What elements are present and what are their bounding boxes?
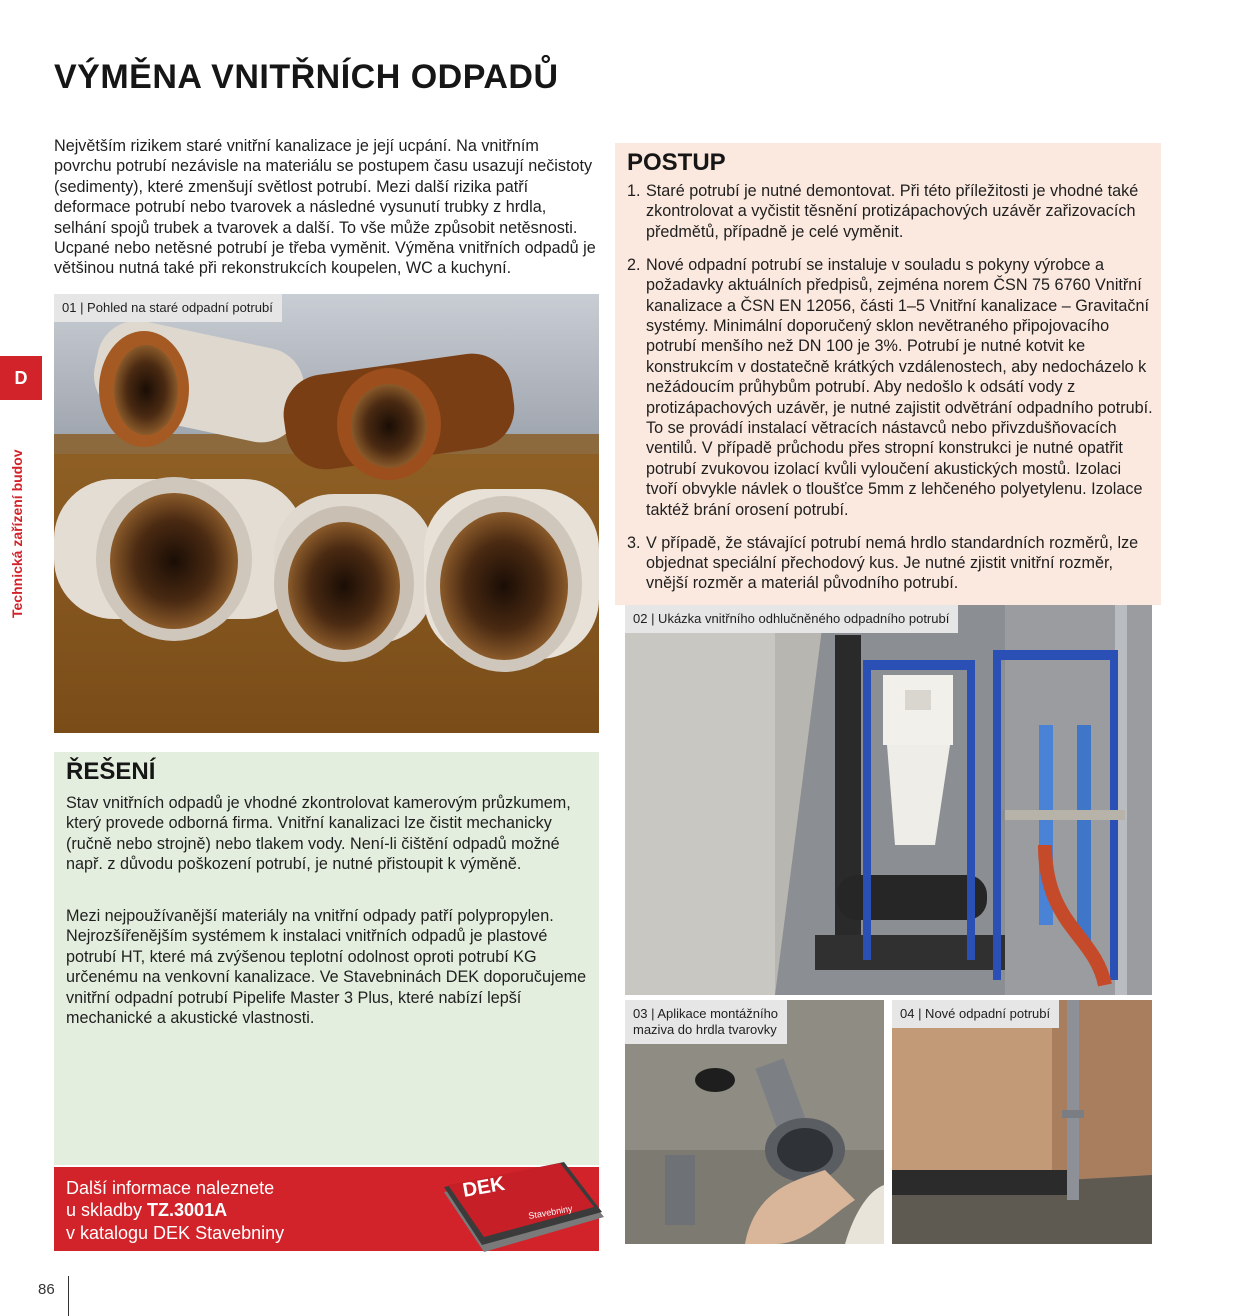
promo-line-3: v katalogu DEK Stavebniny	[66, 1223, 285, 1243]
photo-lubricant-application	[625, 1000, 884, 1244]
reseni-heading: ŘEŠENÍ	[66, 758, 156, 785]
page-number-divider	[68, 1276, 69, 1316]
photo-caption-01: 01 | Pohled na staré odpadní potrubí	[54, 294, 282, 322]
photo-old-pipes	[54, 294, 599, 733]
book-title: Stavebniny	[527, 1203, 574, 1221]
chapter-title-vertical: Technická zařízení budov	[9, 449, 25, 618]
step-text: Nové odpadní potrubí se instaluje v souladu s pokyny výrobce a požadavky aktuálních předpisů, zejména norem ČSN 75 6760 Vnitřní kanalizace a ČSN EN 12056, části 1–5 Vnitřní kanalizace – Gravitační systémy. Minimální doporučený sklon nevětraného připojovacího potrubí menšího než DN 100 je 3%. Potrubí je nutné kotvit ke konstrukcím v dostatečně krátkých vzdálenostech, aby nedocházelo k nežádoucím průhybům potrubí. Aby nedošlo k odsátí vody z protizápachových uzávěr, je nutné zajistit odvětrání odpadního potrubí. To se provádí instalací větracích nástavců nebo přivzdušňovacích ventilů. V případě průchodu přes stropní konstrukci je nutné opatřit potrubí zvukovou izolací kvůli vyloučení akustických mostů. Izolaci tvoří obvykle návlek o tloušťce 5mm z lehčeného polyetylenu. Izolace taktéž brání orosení potrubí.	[646, 255, 1153, 519]
photo-new-pipe	[892, 1000, 1152, 1244]
reseni-paragraph-1: Stav vnitřních odpadů je vhodné zkontrolovat kamerovým průzkumem, který provede odborná firma. Vnitřní kanalizaci lze čistit mechanicky (ručně nebo strojně) nebo tlakem vody. Není-li čištění odpadů možné např. z důvodu poškození potrubí, je nutné přistoupit k výměně.	[66, 794, 571, 874]
photo-caption-03	[625, 1000, 787, 1044]
step-number: 2.	[627, 255, 641, 274]
promo-line-2	[66, 1199, 227, 1221]
promo-line-2-prefix: u skladby	[66, 1200, 148, 1220]
caption-03-line-2: maziva do hrdla tvarovky	[633, 1022, 777, 1037]
reseni-paragraph-2: Mezi nejpoužívanější materiály na vnitřní odpady patří polypropylen. Nejrozšířenějším systémem k instalaci vnitřních odpadů je plastové potrubí HT, které má zvýšenou teplotní odolnost oproti potrubí KG určenému na venkovní kanalizace. Ve Stavebninách DEK doporučujeme vnitřní odpadní potrubí Pipelife Master 3 Plus, které nabízí lepší mechanické a akustické vlastnosti.	[66, 907, 587, 1028]
postup-step-1	[627, 181, 1155, 242]
old-pipes-illustration	[54, 294, 599, 733]
step-text: V případě, že stávající potrubí nemá hrdlo standardních rozměrů, lze objednat speciální přechodový kus. Je nutné zjistit vnitřní rozměr, vnější rozměr a materiál původního potrubí.	[646, 533, 1139, 593]
reseni-box	[54, 752, 599, 1165]
photo-installation-frame	[625, 605, 1152, 995]
step-number: 1.	[627, 182, 641, 200]
postup-list	[627, 181, 1155, 606]
postup-step-2	[627, 255, 1155, 520]
intro-paragraph: Největším rizikem staré vnitřní kanalizace je její ucpání. Na vnitřním povrchu potrubí nezávisle na materiálu se postupem času usazují nečistoty (sedimenty), které zmenšují světlost potrubí. Mezi další rizika patří deformace potrubí nebo tvarovek a následné vysunutí trubky z hrdla, selhání spojů trubek a tvarovek a další. To vše může způsobit netěsnosti. Ucpané nebo netěsné potrubí je třeba vyměnit. Výměna vnitřních odpadů je většinou nutná také při rekonstrukcích koupelen, WC a kuchyní.	[54, 137, 596, 278]
postup-heading: POSTUP	[627, 149, 726, 176]
new-pipe-illustration	[892, 1000, 1152, 1244]
book-brand: DEK	[461, 1172, 507, 1202]
chapter-tab: D	[0, 356, 42, 400]
promo-line-1: Další informace naleznete	[66, 1178, 275, 1198]
page-number: 86	[38, 1281, 55, 1298]
photo-caption-02: 02 | Ukázka vnitřního odhlučněného odpadního potrubí	[625, 605, 958, 633]
photo-caption-04: 04 | Nové odpadní potrubí	[892, 1000, 1059, 1028]
promo-code: TZ.3001A	[147, 1200, 228, 1220]
postup-box	[615, 143, 1161, 605]
installation-frame-illustration	[625, 605, 1152, 995]
page-title: VÝMĚNA VNITŘNÍCH ODPADŮ	[54, 58, 559, 96]
catalog-promo-banner[interactable]	[54, 1167, 599, 1251]
step-text: Staré potrubí je nutné demontovat. Při této příležitosti je vhodné také zkontrolovat a vyčistit těsnění protizápachových uzávěr zařizovacích předmětů, případně je celé vyměnit.	[646, 182, 1139, 241]
caption-03-line-1: 03 | Aplikace montážního	[633, 1006, 779, 1021]
step-number: 3.	[627, 533, 641, 552]
postup-step-3	[627, 533, 1155, 594]
catalog-book-icon	[434, 1157, 604, 1257]
